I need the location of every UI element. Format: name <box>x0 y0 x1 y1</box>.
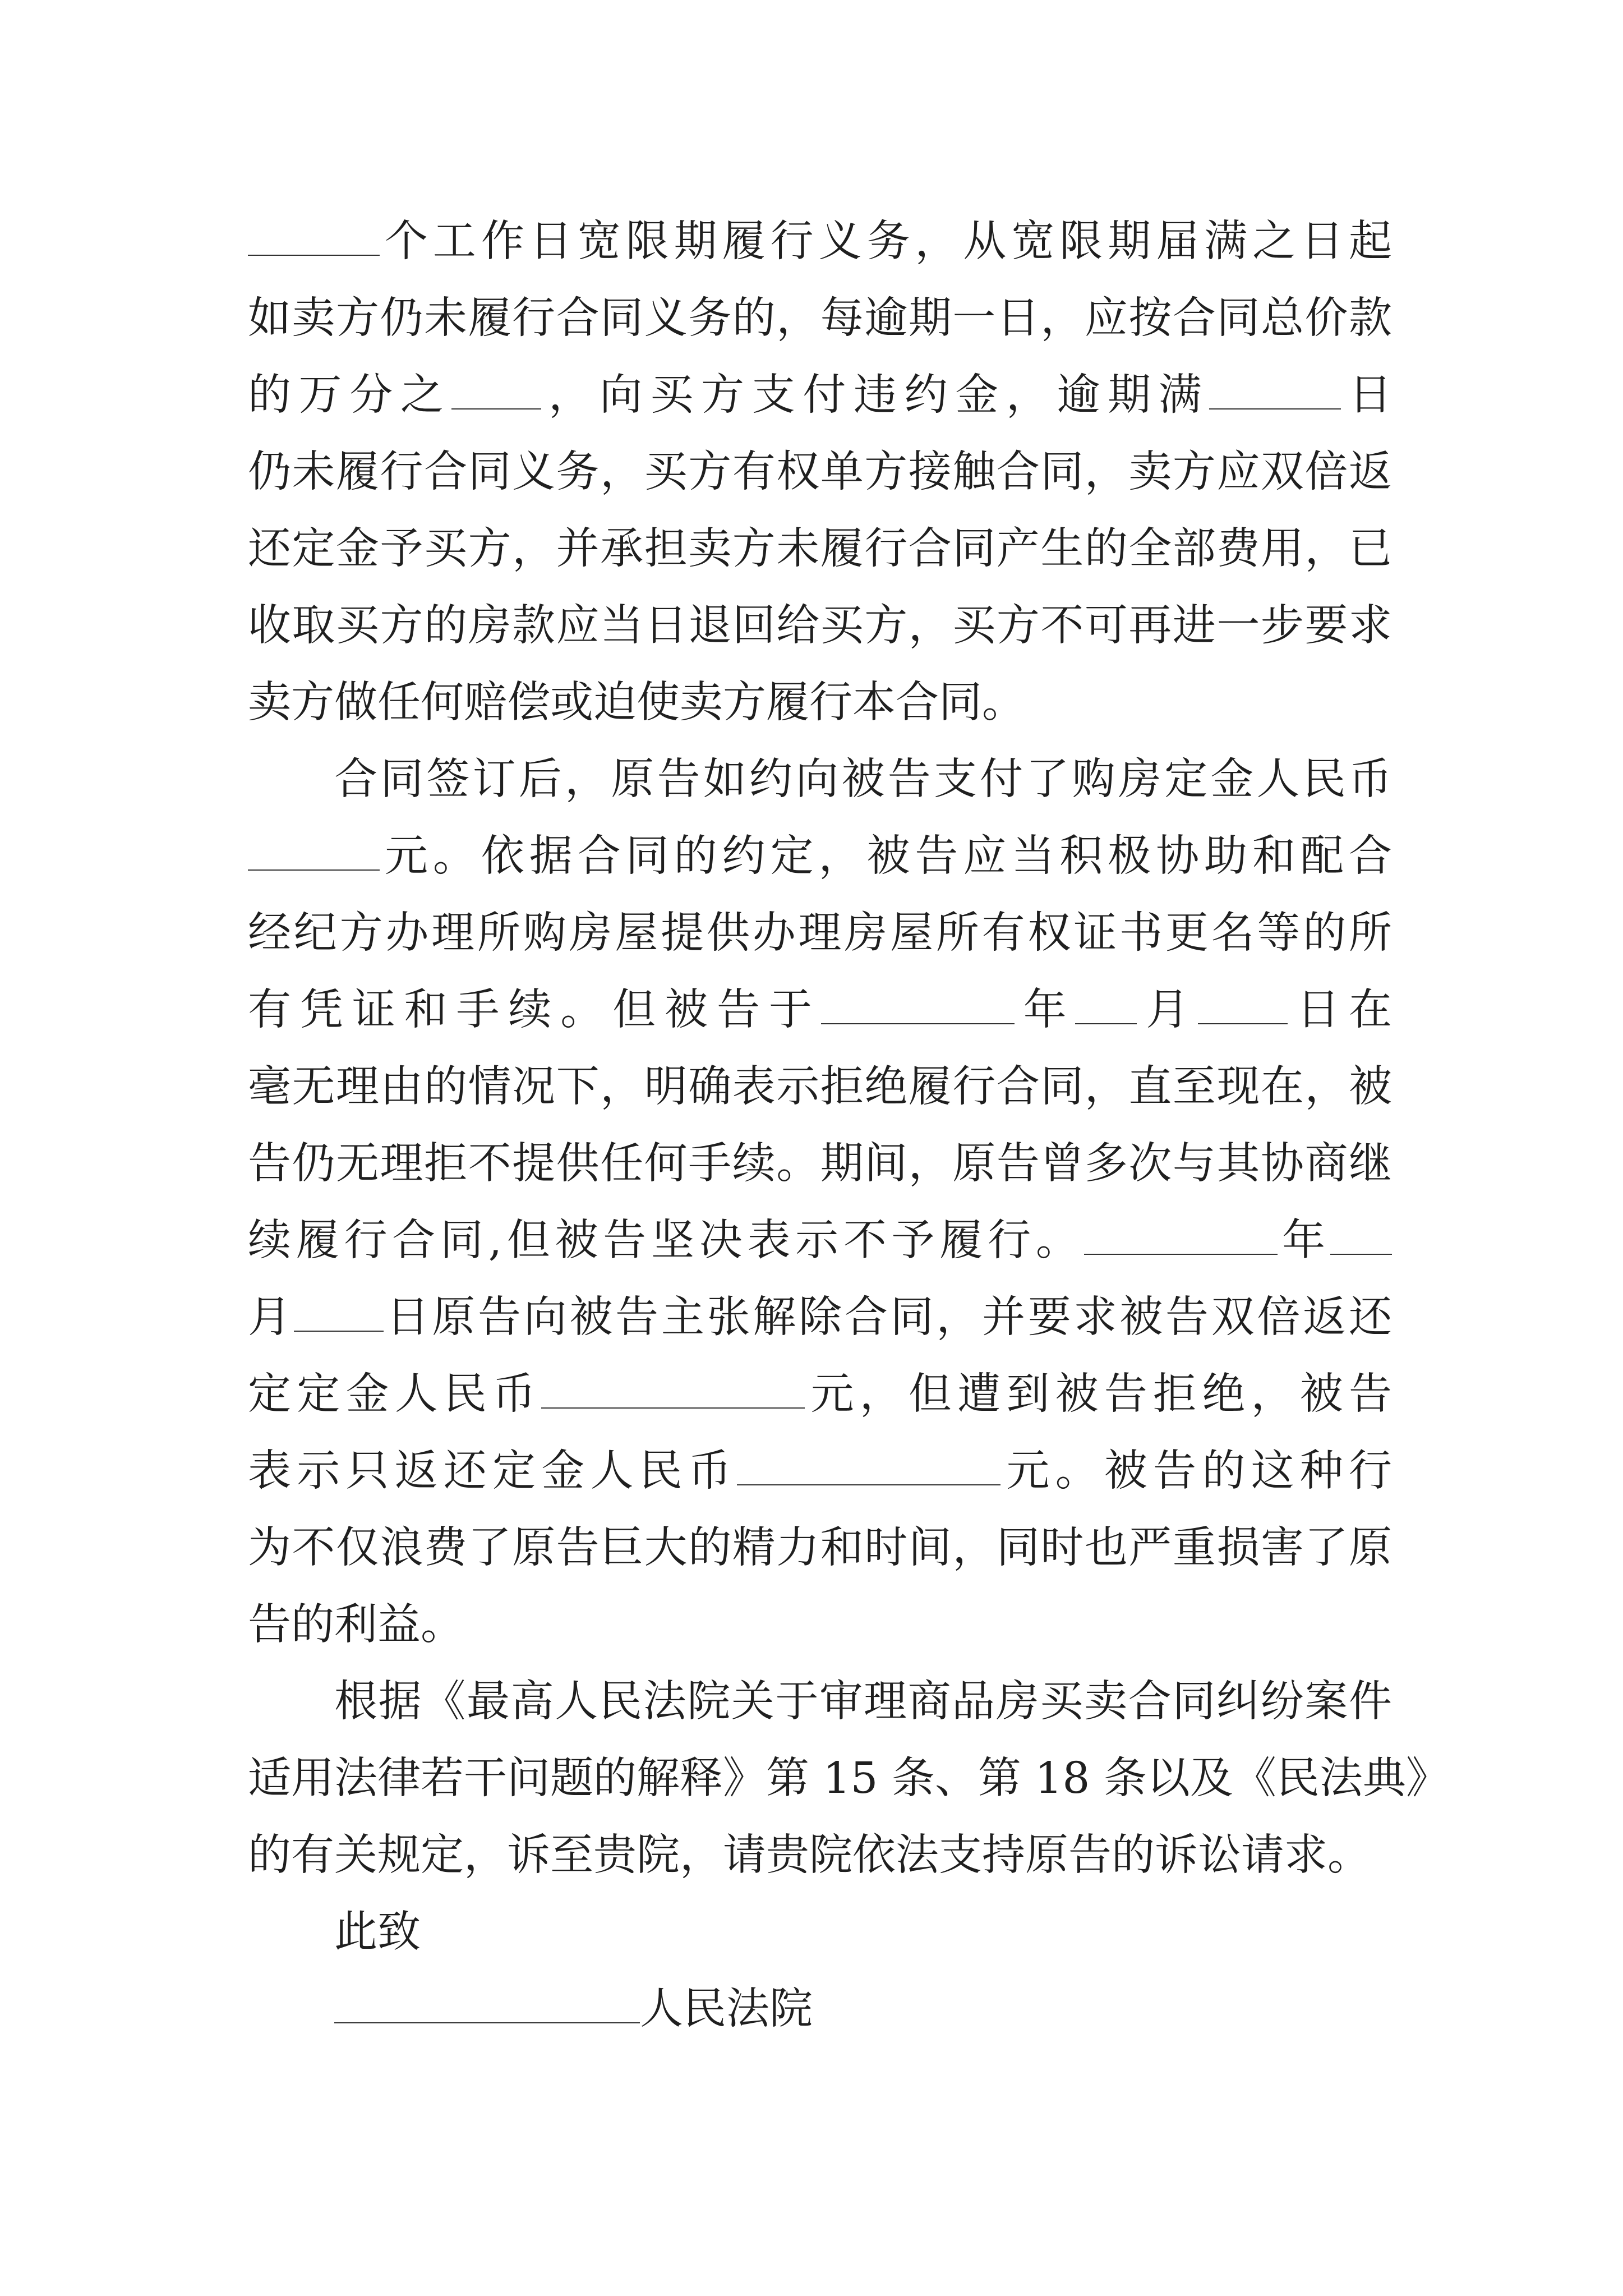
text: 元，但遭到被告拒绝，被告 <box>805 1369 1393 1419</box>
p2-line-6 <box>248 1125 1392 1202</box>
blank-overdue-days[interactable] <box>1209 374 1341 409</box>
text: ，向买方支付违约金，逾期满 <box>541 370 1210 420</box>
text: 告仍无理拒不提供任何手续。期间，原告曾多次与其协商继 <box>248 1139 1392 1189</box>
p1-line-5 <box>248 510 1392 587</box>
text: 还定金予买方，并承担卖方未履行合同产生的全部费用，已 <box>248 524 1392 574</box>
text: 毫无理由的情况下，明确表示拒绝履行合同，直至现在，被 <box>248 1062 1392 1112</box>
p2-line-5 <box>248 1048 1392 1125</box>
text: 元。依据合同的约定，被告应当积极协助和配合 <box>380 831 1392 881</box>
text: 此致 <box>334 1907 421 1957</box>
text: 合同签订后，原告如约向被告支付了购房定金人民币 <box>334 754 1392 804</box>
text: 月 <box>1137 985 1198 1035</box>
blank-refusal-month[interactable] <box>1075 988 1137 1024</box>
text: 为不仅浪费了原告巨大的精力和时间，同时也严重损害了原 <box>248 1523 1392 1573</box>
text: 适用法律若干问题的解释》第 15 条、第 18 条以及《民法典》 <box>248 1754 1449 1803</box>
p1-line-2 <box>248 280 1392 357</box>
blank-refusal-day[interactable] <box>1198 988 1288 1024</box>
p1-line-1 <box>248 203 1392 280</box>
text: 有凭证和手续。但被告于 <box>248 985 821 1035</box>
text: 的万分之 <box>248 370 451 420</box>
p2-line-12 <box>248 1586 1392 1663</box>
text: 月 <box>248 1292 294 1342</box>
blank-double-deposit-amount[interactable] <box>541 1373 805 1409</box>
blank-termination-day[interactable] <box>294 1296 384 1332</box>
p2-line-7 <box>248 1202 1392 1279</box>
text: 个工作日宽限期履行义务，从宽限期届满之日起 <box>380 217 1392 266</box>
text: 收取买方的房款应当日退回给买方，买方不可再进一步要求 <box>248 601 1392 651</box>
salutation <box>248 1894 1392 1971</box>
blank-termination-month[interactable] <box>1330 1219 1392 1255</box>
text: 定定金人民币 <box>248 1369 542 1419</box>
p2-line-11 <box>248 1510 1392 1586</box>
text: 续履行合同,但被告坚决表示不予履行。 <box>248 1216 1084 1266</box>
blank-termination-year[interactable] <box>1084 1219 1278 1255</box>
court-line <box>248 1971 1392 2047</box>
p2-line-4 <box>248 972 1392 1048</box>
text: 告的利益。 <box>248 1600 464 1650</box>
blank-penalty-rate[interactable] <box>451 374 541 409</box>
blank-court-name[interactable] <box>334 1987 640 2023</box>
p1-line-4 <box>248 434 1392 510</box>
p2-line-1 <box>248 741 1392 818</box>
text: 日原告向被告主张解除合同，并要求被告双倍返还 <box>383 1292 1393 1342</box>
p1-line-3 <box>248 357 1392 434</box>
text: 仍未履行合同义务，买方有权单方接触合同，卖方应双倍返 <box>248 447 1392 497</box>
blank-grace-days[interactable] <box>248 220 380 256</box>
p2-line-2 <box>248 818 1392 895</box>
p2-line-8 <box>248 1279 1392 1356</box>
text: 卖方做任何赔偿或迫使卖方履行本合同。 <box>248 678 1025 728</box>
text: 的有关规定，诉至贵院，请贵院依法支持原告的诉讼请求。 <box>248 1830 1371 1880</box>
p3-line-3 <box>248 1817 1392 1894</box>
p3-line-2 <box>248 1740 1449 1817</box>
p1-line-7 <box>248 664 1392 741</box>
text: 年 <box>1277 1216 1330 1266</box>
p1-line-6 <box>248 587 1392 664</box>
text: 日在 <box>1288 985 1393 1035</box>
p2-line-9 <box>248 1356 1392 1433</box>
text: 日 <box>1341 370 1393 420</box>
complaint-text <box>248 203 1449 2047</box>
p2-line-10 <box>248 1433 1392 1510</box>
text: 表示只返还定金人民币 <box>248 1446 737 1496</box>
p3-line-1 <box>248 1663 1392 1740</box>
blank-return-deposit-amount[interactable] <box>737 1450 1000 1485</box>
text: 年 <box>1014 985 1076 1035</box>
text: 经纪方办理所购房屋提供办理房屋所有权证书更名等的所 <box>248 908 1392 958</box>
text: 根据《最高人民法院关于审理商品房买卖合同纠纷案件 <box>334 1677 1392 1727</box>
text: 如卖方仍未履行合同义务的，每逾期一日，应按合同总价款 <box>248 293 1392 343</box>
text: 元。被告的这种行 <box>1000 1446 1393 1496</box>
text: 人民法院 <box>640 1984 813 2034</box>
blank-refusal-year[interactable] <box>821 988 1015 1024</box>
blank-deposit-amount[interactable] <box>248 835 380 871</box>
p2-line-3 <box>248 895 1392 972</box>
